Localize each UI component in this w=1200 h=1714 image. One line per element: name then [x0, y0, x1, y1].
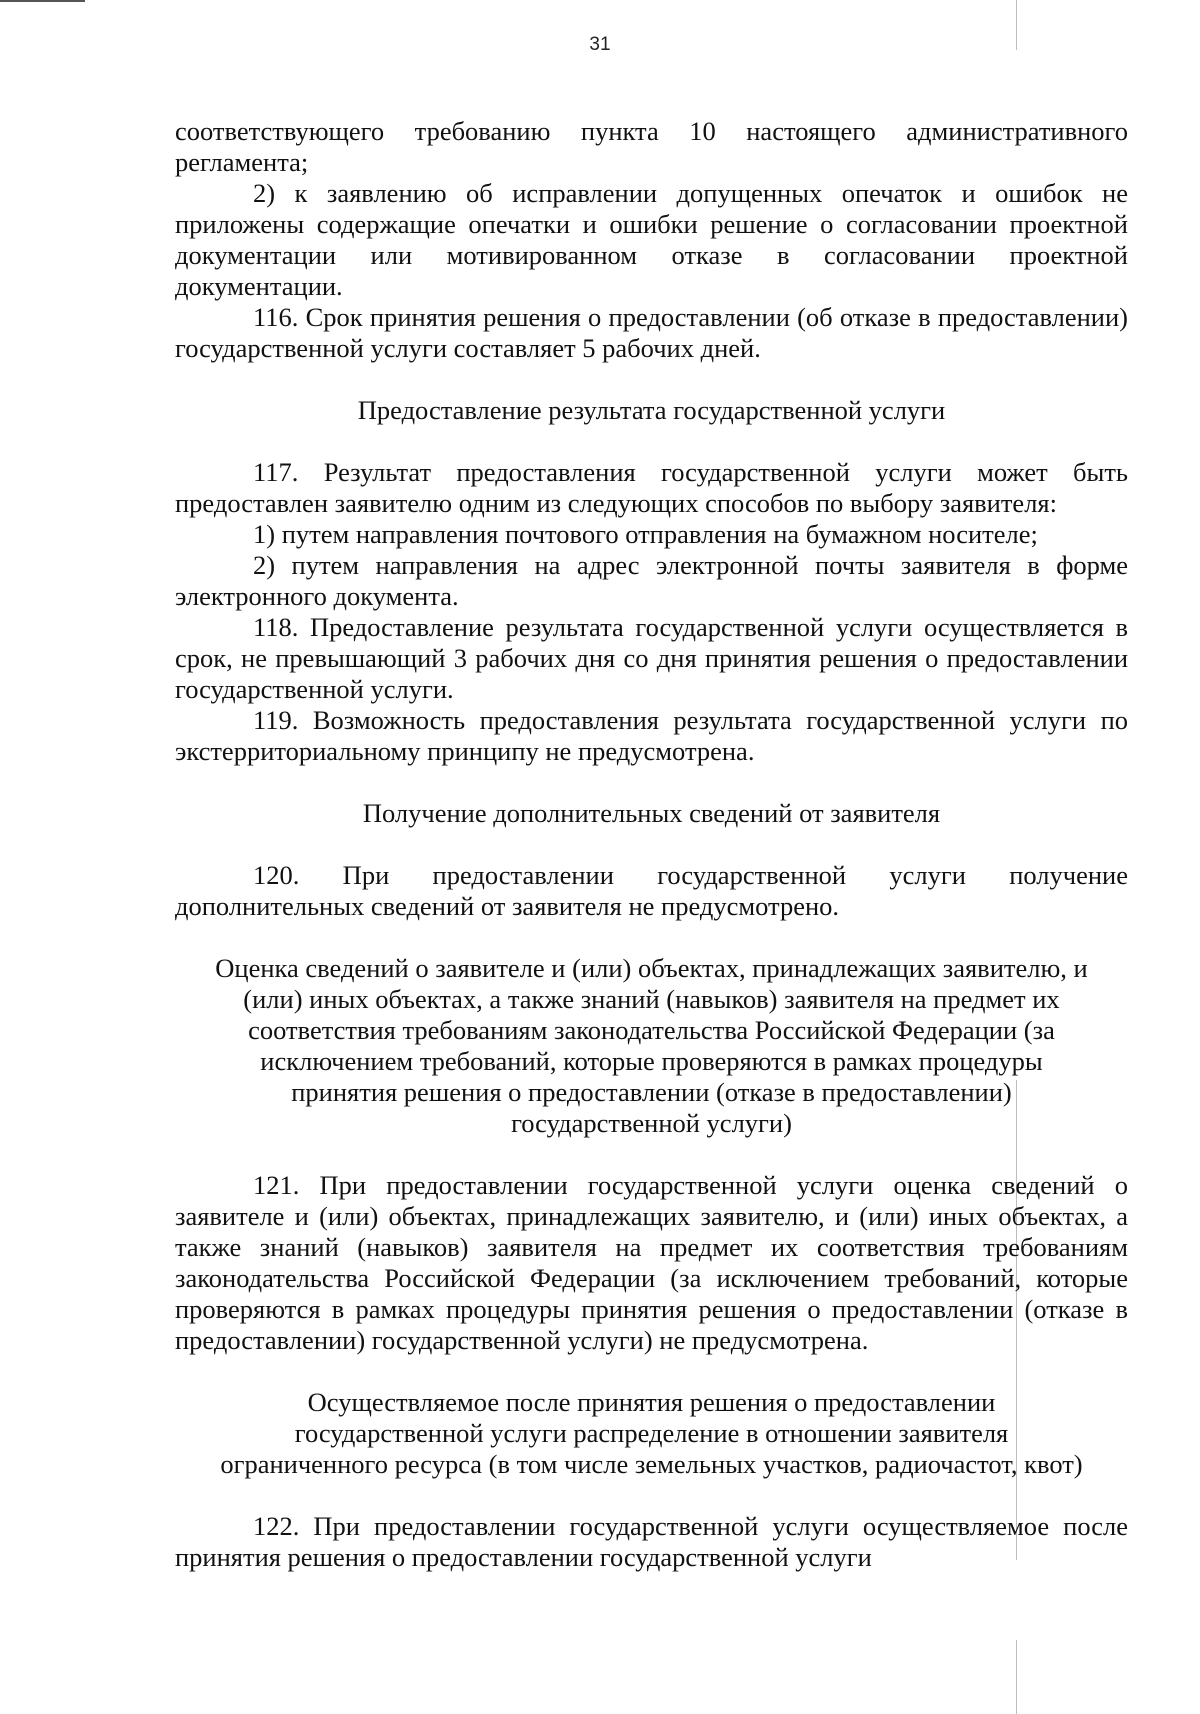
paragraph-117-item-1: 1) путем направления почтового отправления на бумажном носителе;	[253, 519, 1038, 549]
page-number: 31	[589, 34, 611, 55]
section-heading-result: Предоставление результата государственной услуги	[357, 395, 946, 425]
scan-artifact-mark	[0, 0, 85, 2]
paragraph-120: 120. При предоставлении государственной услуги получение дополнительных сведений от заявителя не предусмотрено.	[175, 860, 1128, 921]
paragraph-119: 119. Возможность предоставления результата государственной услуги по экстерриториальному принципу не предусмотрена.	[175, 705, 1128, 766]
paragraph-117-item-2: 2) путем направления на адрес электронной почты заявителя в форме электронного документа.	[175, 550, 1128, 611]
paragraph-118: 118. Предоставление результата государственной услуги осуществляется в срок, не превышающий 3 рабочих дня со дня принятия решения о предоставлении государственной услуги.	[175, 612, 1128, 704]
document-body	[175, 116, 1128, 1573]
paragraph-121: 121. При предоставлении государственной услуги оценка сведений о заявителе и (или) объектах, принадлежащих заявителю, и (или) иных объектах, а также знаний (навыков) заявителя на предмет их соответствия требованиям законодательства Российской Федерации (за исключением требований, которые проверяются в рамках процедуры принятия решения о предоставлении (отказе в предоставлении) государственной услуги) не предусмотрена.	[175, 1170, 1128, 1355]
paragraph-117: 117. Результат предоставления государственной услуги может быть предоставлен заявителю одним из следующих способов по выбору заявителя:	[175, 457, 1128, 518]
paragraph-122: 122. При предоставлении государственной услуги осуществляемое после принятия решения о предоставлении государственной услуги	[175, 1511, 1128, 1572]
paragraph-116: 116. Срок принятия решения о предоставлении (об отказе в предоставлении) государственной услуги составляет 5 рабочих дней.	[175, 302, 1128, 363]
section-heading-assessment: Оценка сведений о заявителе и (или) объектах, принадлежащих заявителю, и (или) иных объектах, а также знаний (навыков) заявителя на предмет их соответствия требованиям законодательства Российской Федерации (за исключением требований, которые проверяются в рамках процедуры принятия решения о предоставлении (отказе в предоставлении) государственной услуги)	[215, 953, 1088, 1138]
scan-artifact-line	[1016, 1640, 1017, 1714]
paragraph-item-2: 2) к заявлению об исправлении допущенных опечаток и ошибок не приложены содержащие опечатки и ошибки решение о согласовании проектной документации или мотивированном отказе в согласовании проектной документации.	[175, 178, 1128, 301]
section-heading-additional-info: Получение дополнительных сведений от заявителя	[362, 798, 941, 828]
paragraph-continuation: соответствующего требованию пункта 10 настоящего административного регламента;	[175, 116, 1128, 177]
section-heading-resource-distribution: Осуществляемое после принятия решения о предоставлении государственной услуги распределение в отношении заявителя ограниченного ресурса (в том числе земельных участков, радиочастот, квот)	[220, 1387, 1083, 1479]
